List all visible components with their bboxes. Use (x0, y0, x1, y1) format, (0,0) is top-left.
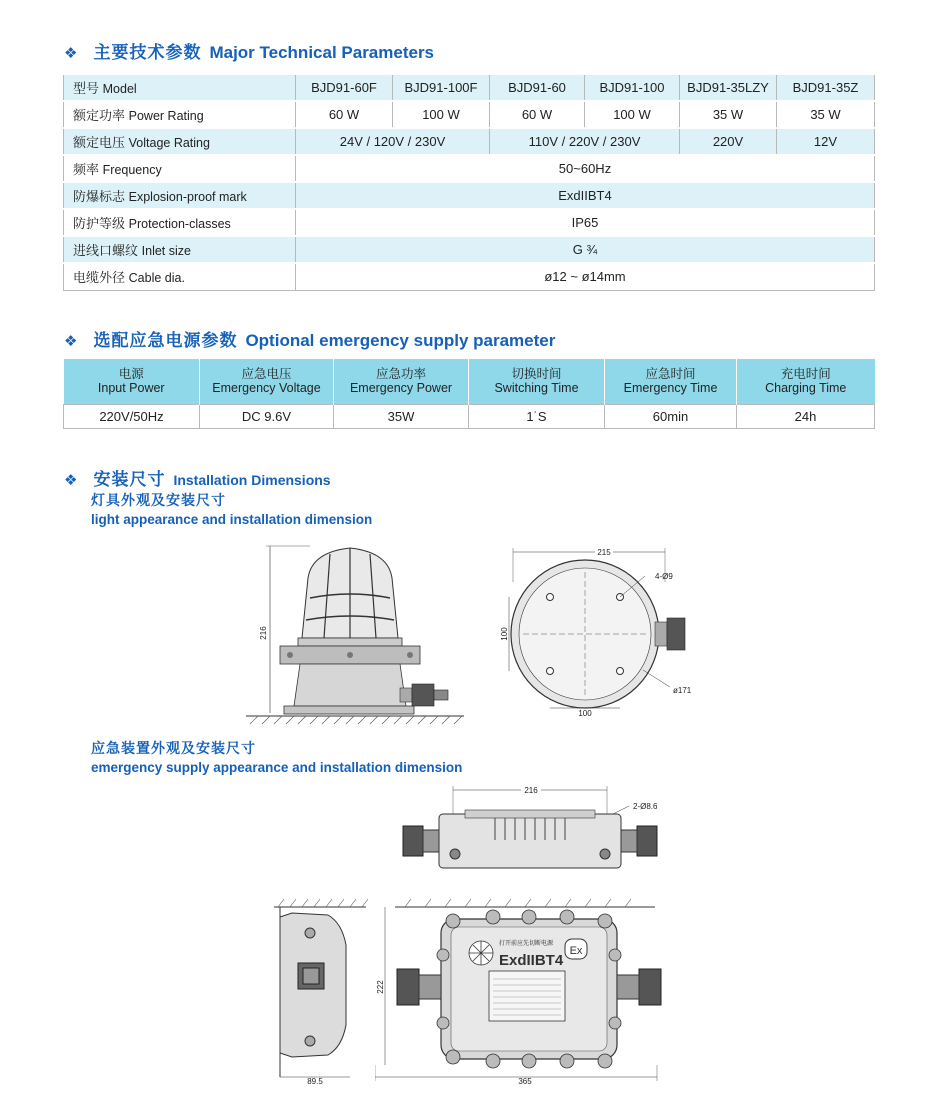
section-title-install (64, 465, 331, 490)
table-cell: 35 W (777, 101, 875, 128)
table-row (64, 209, 875, 236)
diamond-bullet-icon: ❖ (64, 472, 78, 489)
table-header: 切换时间 Switching Time (469, 359, 605, 404)
table-cell: BJD91-100 (585, 74, 680, 101)
table-cell: G ¾ (296, 236, 875, 263)
lamp-side-view-drawing (240, 538, 470, 733)
lamp-diameter-label: ø171 (673, 686, 692, 695)
table-cell: 220V (680, 128, 777, 155)
table-cell: ø12 ~ ø14mm (296, 263, 875, 290)
table-cell: 1˙S (469, 404, 605, 428)
table-header: 电源 Input Power (64, 359, 200, 404)
section-title-en: Major Technical Parameters (209, 43, 435, 62)
row-label: 频率 Frequency (64, 155, 296, 182)
table-cell: BJD91-100F (393, 74, 490, 101)
lamp-hole-h-label: 100 (578, 709, 592, 718)
table-row (64, 236, 875, 263)
lamp-top-view-drawing (495, 542, 720, 722)
box-holes-label: 2-Ø8.6 (633, 802, 658, 811)
section-title-zh: 主要技术参数 (93, 43, 202, 63)
table-cell: 100 W (393, 101, 490, 128)
ex-logo: Ex (569, 945, 583, 957)
table-header-row (64, 359, 875, 404)
section-title-zh: 选配应急电源参数 (93, 331, 238, 351)
supply-top-view-drawing (395, 784, 695, 878)
table-header: 应急时间 Emergency Time (605, 359, 737, 404)
lamp-hole-v-label: 100 (500, 627, 509, 641)
row-label: 电缆外径 Cable dia. (64, 263, 296, 290)
table-cell: 220V/50Hz (64, 404, 200, 428)
table-row (64, 101, 875, 128)
emergency-supply-table (63, 359, 875, 429)
row-label: 额定电压 Voltage Rating (64, 128, 296, 155)
table-cell: DC 9.6V (200, 404, 334, 428)
table-row (64, 404, 875, 428)
diamond-bullet-icon: ❖ (64, 333, 78, 350)
diamond-bullet-icon: ❖ (64, 45, 78, 62)
table-cell: 60min (605, 404, 737, 428)
table-cell: 24V / 120V / 230V (296, 128, 490, 155)
subsection-title-supply: 应急装置外观及安装尺寸 emergency supply appearance and installation dimension (91, 741, 463, 775)
table-cell: 12V (777, 128, 875, 155)
table-header: 应急电压 Emergency Voltage (200, 359, 334, 404)
table-header: 充电时间 Charging Time (737, 359, 875, 404)
tech-parameters-table (63, 73, 875, 291)
row-label: 额定功率 Power Rating (64, 101, 296, 128)
row-label: 防护等级 Protection-classes (64, 209, 296, 236)
table-cell: 24h (737, 404, 875, 428)
table-cell: 60 W (490, 101, 585, 128)
box-depth-label: 89.5 (307, 1077, 323, 1086)
table-cell: IP65 (296, 209, 875, 236)
table-cell: 110V / 220V / 230V (490, 128, 680, 155)
table-row (64, 263, 875, 290)
section-title-tech (64, 38, 434, 63)
section-title-en: Optional emergency supply parameter (245, 331, 556, 350)
table-row (64, 155, 875, 182)
row-label: 型号 Model (64, 74, 296, 101)
table-row (64, 74, 875, 101)
box-width-label: 365 (518, 1077, 532, 1086)
row-label: 进线口螺纹 Inlet size (64, 236, 296, 263)
lamp-width-label: 215 (597, 548, 611, 557)
table-cell: 100 W (585, 101, 680, 128)
table-row (64, 128, 875, 155)
table-row (64, 182, 875, 209)
table-cell: BJD91-60 (490, 74, 585, 101)
table-cell: 35W (334, 404, 469, 428)
section-title-zh: 安装尺寸 (93, 470, 166, 490)
subsection-title-light: 灯具外观及安装尺寸 light appearance and installation dimension (91, 493, 373, 527)
box-top-width-label: 216 (524, 786, 538, 795)
table-cell: 50~60Hz (296, 155, 875, 182)
lamp-height-label: 216 (259, 626, 268, 640)
section-title-emergency (64, 326, 555, 351)
table-cell: BJD91-60F (296, 74, 393, 101)
box-height-label: 222 (376, 980, 385, 994)
table-header: 应急功率 Emergency Power (334, 359, 469, 404)
table-cell: ExdIIBT4 (296, 182, 875, 209)
table-cell: 60 W (296, 101, 393, 128)
section-title-en: Installation Dimensions (173, 472, 331, 488)
table-cell: BJD91-35LZY (680, 74, 777, 101)
table-cell: BJD91-35Z (777, 74, 875, 101)
supply-side-view-drawing (270, 895, 370, 1090)
nameplate-mark: ExdIIBT4 (499, 952, 564, 969)
table-cell: 35 W (680, 101, 777, 128)
nameplate-title: 打开前应先切断电源 (499, 940, 554, 947)
supply-front-view-drawing (375, 895, 665, 1090)
row-label: 防爆标志 Explosion-proof mark (64, 182, 296, 209)
lamp-holes-label: 4-Ø9 (655, 572, 673, 581)
